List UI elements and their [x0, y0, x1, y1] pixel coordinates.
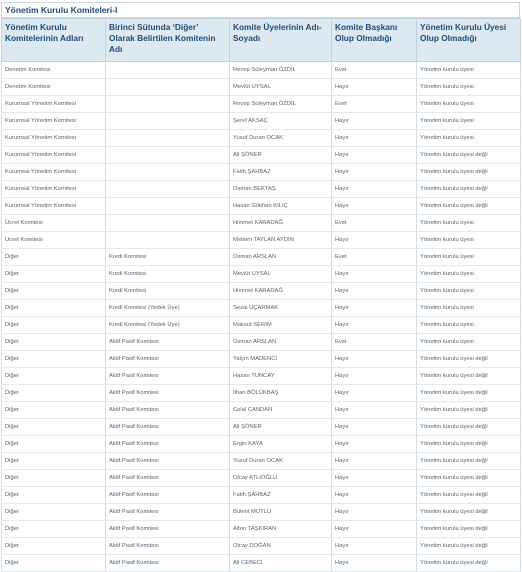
cell-other-committee-name: Aktif Pasif Komitesi — [106, 419, 230, 436]
cell-other-committee-name: Aktif Pasif Komitesi — [106, 470, 230, 487]
cell-committee-name: Kurumsal Yönetim Komitesi — [2, 130, 106, 147]
cell-other-committee-name: Kredi Komitesi — [106, 283, 230, 300]
cell-other-committee-name — [106, 79, 230, 96]
cell-member-name: Meltem TAYLAN AYDIN — [230, 232, 332, 249]
cell-member-name: İlhan BÖLÜKBAŞ — [230, 385, 332, 402]
cell-is-chair: Hayır — [332, 385, 417, 402]
cell-is-board-member: Yönetim kurulu üyesi değil — [417, 504, 521, 521]
cell-is-board-member: Yönetim kurulu üyesi — [417, 317, 521, 334]
cell-member-name: Yusuf Duran OCAK — [230, 453, 332, 470]
cell-other-committee-name — [106, 113, 230, 130]
header-member-name: Komite Üyelerinin Adı-Soyadı — [230, 19, 332, 62]
cell-committee-name: Diğer — [2, 283, 106, 300]
cell-member-name: Celal CANDAN — [230, 402, 332, 419]
table-body — [2, 62, 521, 572]
cell-is-chair: Hayır — [332, 402, 417, 419]
cell-is-chair: Evet — [332, 96, 417, 113]
cell-member-name: Himmet KARADAĞ — [230, 283, 332, 300]
cell-is-board-member: Yönetim kurulu üyesi değil — [417, 538, 521, 555]
cell-committee-name: Denetim Komitesi — [2, 79, 106, 96]
cell-committee-name: Diğer — [2, 555, 106, 572]
cell-other-committee-name — [106, 96, 230, 113]
table-row — [2, 181, 521, 198]
cell-member-name: Osman ARSLAN — [230, 249, 332, 266]
cell-is-chair: Hayır — [332, 504, 417, 521]
table-row — [2, 402, 521, 419]
cell-is-chair: Hayır — [332, 181, 417, 198]
table-row — [2, 300, 521, 317]
cell-member-name: Recep Süleyman ÖZDİL — [230, 62, 332, 79]
cell-committee-name: Diğer — [2, 402, 106, 419]
cell-member-name: Olcay DOĞAN — [230, 538, 332, 555]
table-row — [2, 79, 521, 96]
cell-other-committee-name: Aktif Pasif Komitesi — [106, 538, 230, 555]
table-row — [2, 385, 521, 402]
table-row — [2, 538, 521, 555]
table-row — [2, 368, 521, 385]
cell-is-board-member: Yönetim kurulu üyesi — [417, 79, 521, 96]
cell-is-chair: Hayır — [332, 521, 417, 538]
cell-is-chair: Hayır — [332, 300, 417, 317]
cell-member-name: Mevlüt UYSAL — [230, 266, 332, 283]
cell-is-chair: Hayır — [332, 147, 417, 164]
cell-committee-name: Diğer — [2, 521, 106, 538]
cell-is-chair: Hayır — [332, 453, 417, 470]
cell-is-chair: Hayır — [332, 317, 417, 334]
cell-committee-name: Diğer — [2, 487, 106, 504]
table-row — [2, 215, 521, 232]
cell-member-name: Hasan Gökhan KILIÇ — [230, 198, 332, 215]
cell-other-committee-name: Aktif Pasif Komitesi — [106, 453, 230, 470]
cell-committee-name: Diğer — [2, 419, 106, 436]
cell-is-chair: Hayır — [332, 487, 417, 504]
cell-committee-name: Diğer — [2, 351, 106, 368]
cell-member-name: Sezai UÇARMAK — [230, 300, 332, 317]
cell-is-board-member: Yönetim kurulu üyesi değil — [417, 521, 521, 538]
table-title-bar — [1, 2, 520, 18]
cell-other-committee-name: Kredi Komitesi — [106, 249, 230, 266]
table-row — [2, 164, 521, 181]
cell-is-chair: Hayır — [332, 538, 417, 555]
table-row — [2, 351, 521, 368]
table-row — [2, 266, 521, 283]
cell-other-committee-name: Kredi Komitesi (Yedek Üye) — [106, 317, 230, 334]
cell-other-committee-name: Aktif Pasif Komitesi — [106, 555, 230, 572]
cell-other-committee-name — [106, 147, 230, 164]
cell-other-committee-name — [106, 198, 230, 215]
committee-table — [1, 18, 521, 572]
cell-is-chair: Hayır — [332, 232, 417, 249]
cell-is-board-member: Yönetim kurulu üyesi değil — [417, 181, 521, 198]
cell-committee-name: Diğer — [2, 266, 106, 283]
cell-member-name: Fatih ŞAHBAZ — [230, 487, 332, 504]
cell-is-board-member: Yönetim kurulu üyesi değil — [417, 164, 521, 181]
cell-is-board-member: Yönetim kurulu üyesi değil — [417, 147, 521, 164]
table-row — [2, 487, 521, 504]
cell-is-chair: Hayır — [332, 555, 417, 572]
cell-member-name: Yalçın MADENCİ — [230, 351, 332, 368]
cell-member-name: Fatih ŞAHBAZ — [230, 164, 332, 181]
cell-is-board-member: Yönetim kurulu üyesi — [417, 62, 521, 79]
cell-other-committee-name: Aktif Pasif Komitesi — [106, 368, 230, 385]
table-row — [2, 232, 521, 249]
cell-committee-name: Diğer — [2, 334, 106, 351]
cell-other-committee-name: Kredi Komitesi (Yedek Üye) — [106, 300, 230, 317]
cell-committee-name: Diğer — [2, 300, 106, 317]
cell-is-chair: Hayır — [332, 419, 417, 436]
header-is-chair: Komite Başkanı Olup Olmadığı — [332, 19, 417, 62]
table-row — [2, 436, 521, 453]
cell-committee-name: Kurumsal Yönetim Komitesi — [2, 181, 106, 198]
table-row — [2, 555, 521, 572]
cell-is-board-member: Yönetim kurulu üyesi — [417, 334, 521, 351]
cell-is-board-member: Yönetim kurulu üyesi değil — [417, 351, 521, 368]
cell-is-board-member: Yönetim kurulu üyesi değil — [417, 555, 521, 572]
table-row — [2, 147, 521, 164]
cell-is-board-member: Yönetim kurulu üyesi değil — [417, 487, 521, 504]
header-is-board-member: Yönetim Kurulu Üyesi Olup Olmadığı — [417, 19, 521, 62]
cell-member-name: Ali ŞÖNER — [230, 147, 332, 164]
cell-member-name: Osman ARSLAN — [230, 334, 332, 351]
cell-committee-name: Kurumsal Yönetim Komitesi — [2, 198, 106, 215]
table-row — [2, 504, 521, 521]
cell-member-name: Bülent MUTLU — [230, 504, 332, 521]
cell-is-chair: Hayır — [332, 283, 417, 300]
cell-member-name: Ali ŞÖNER — [230, 419, 332, 436]
cell-is-chair: Hayır — [332, 470, 417, 487]
cell-is-board-member: Yönetim kurulu üyesi — [417, 232, 521, 249]
cell-member-name: Ergin KAYA — [230, 436, 332, 453]
cell-member-name: Maksut SERİM — [230, 317, 332, 334]
cell-committee-name: Diğer — [2, 317, 106, 334]
cell-other-committee-name: Aktif Pasif Komitesi — [106, 402, 230, 419]
table-row — [2, 198, 521, 215]
cell-committee-name: Ücret Komitesi — [2, 215, 106, 232]
cell-other-committee-name — [106, 181, 230, 198]
cell-member-name: Recep Süleyman ÖZDİL — [230, 96, 332, 113]
cell-is-chair: Evet — [332, 215, 417, 232]
committee-table-container — [1, 2, 520, 572]
cell-other-committee-name — [106, 62, 230, 79]
cell-is-board-member: Yönetim kurulu üyesi — [417, 130, 521, 147]
table-row — [2, 283, 521, 300]
cell-other-committee-name: Aktif Pasif Komitesi — [106, 487, 230, 504]
cell-committee-name: Diğer — [2, 368, 106, 385]
cell-other-committee-name — [106, 130, 230, 147]
table-row — [2, 419, 521, 436]
cell-other-committee-name — [106, 215, 230, 232]
cell-committee-name: Diğer — [2, 436, 106, 453]
cell-is-board-member: Yönetim kurulu üyesi — [417, 215, 521, 232]
cell-member-name: Osman BEKTAŞ — [230, 181, 332, 198]
cell-other-committee-name: Kredi Komitesi — [106, 266, 230, 283]
cell-is-chair: Hayır — [332, 351, 417, 368]
cell-other-committee-name: Aktif Pasif Komitesi — [106, 436, 230, 453]
cell-is-chair: Hayır — [332, 198, 417, 215]
cell-is-board-member: Yönetim kurulu üyesi — [417, 283, 521, 300]
cell-is-chair: Hayır — [332, 368, 417, 385]
cell-is-board-member: Yönetim kurulu üyesi değil — [417, 470, 521, 487]
header-committee-name: Yönetim Kurulu Komitelerinin Adları — [2, 19, 106, 62]
table-row — [2, 453, 521, 470]
cell-committee-name: Diğer — [2, 504, 106, 521]
cell-is-board-member: Yönetim kurulu üyesi değil — [417, 198, 521, 215]
cell-is-chair: Hayır — [332, 79, 417, 96]
cell-member-name: Şeref AKSAÇ — [230, 113, 332, 130]
cell-member-name: Yusuf Duran OCAK — [230, 130, 332, 147]
cell-is-chair: Hayır — [332, 164, 417, 181]
cell-is-chair: Hayır — [332, 266, 417, 283]
cell-other-committee-name: Aktif Pasif Komitesi — [106, 351, 230, 368]
table-row — [2, 334, 521, 351]
cell-is-board-member: Yönetim kurulu üyesi — [417, 113, 521, 130]
cell-other-committee-name — [106, 164, 230, 181]
cell-is-board-member: Yönetim kurulu üyesi değil — [417, 453, 521, 470]
table-row — [2, 521, 521, 538]
cell-committee-name: Kurumsal Yönetim Komitesi — [2, 147, 106, 164]
cell-is-board-member: Yönetim kurulu üyesi — [417, 96, 521, 113]
cell-committee-name: Ücret Komitesi — [2, 232, 106, 249]
cell-other-committee-name: Aktif Pasif Komitesi — [106, 385, 230, 402]
cell-committee-name: Diğer — [2, 453, 106, 470]
cell-committee-name: Kurumsal Yönetim Komitesi — [2, 96, 106, 113]
table-row — [2, 470, 521, 487]
cell-is-board-member: Yönetim kurulu üyesi değil — [417, 419, 521, 436]
header-other-committee-name: Birinci Sütunda ‘Diğer’ Olarak Belirtilen Komitenin Adı — [106, 19, 230, 62]
cell-member-name: Mevlüt UYSAL — [230, 79, 332, 96]
cell-member-name: Ali CEBECİ — [230, 555, 332, 572]
cell-is-board-member: Yönetim kurulu üyesi değil — [417, 368, 521, 385]
table-row — [2, 62, 521, 79]
cell-other-committee-name — [106, 232, 230, 249]
cell-is-board-member: Yönetim kurulu üyesi değil — [417, 385, 521, 402]
table-row — [2, 113, 521, 130]
cell-committee-name: Diğer — [2, 470, 106, 487]
cell-is-board-member: Yönetim kurulu üyesi — [417, 266, 521, 283]
cell-is-chair: Hayır — [332, 436, 417, 453]
cell-is-chair: Evet — [332, 249, 417, 266]
table-title: Yönetim Kurulu Komiteleri-I — [5, 5, 118, 15]
cell-is-chair: Evet — [332, 62, 417, 79]
cell-is-chair: Evet — [332, 334, 417, 351]
cell-committee-name: Diğer — [2, 249, 106, 266]
cell-other-committee-name: Aktif Pasif Komitesi — [106, 504, 230, 521]
cell-member-name: Himmet KARADAĞ — [230, 215, 332, 232]
table-header-row — [2, 19, 521, 62]
cell-is-chair: Hayır — [332, 113, 417, 130]
cell-is-board-member: Yönetim kurulu üyesi — [417, 300, 521, 317]
cell-other-committee-name: Aktif Pasif Komitesi — [106, 334, 230, 351]
cell-committee-name: Diğer — [2, 385, 106, 402]
cell-member-name: Hasan TUNCAY — [230, 368, 332, 385]
table-row — [2, 249, 521, 266]
cell-other-committee-name: Aktif Pasif Komitesi — [106, 521, 230, 538]
cell-is-board-member: Yönetim kurulu üyesi — [417, 249, 521, 266]
cell-is-board-member: Yönetim kurulu üyesi değil — [417, 402, 521, 419]
cell-committee-name: Kurumsal Yönetim Komitesi — [2, 164, 106, 181]
table-row — [2, 130, 521, 147]
table-row — [2, 317, 521, 334]
cell-committee-name: Kurumsal Yönetim Komitesi — [2, 113, 106, 130]
cell-is-chair: Hayır — [332, 130, 417, 147]
cell-member-name: Olcay ATLIOĞLU — [230, 470, 332, 487]
cell-committee-name: Denetim Komitesi — [2, 62, 106, 79]
cell-committee-name: Diğer — [2, 538, 106, 555]
cell-member-name: Alton TAŞKIRAN — [230, 521, 332, 538]
cell-is-board-member: Yönetim kurulu üyesi değil — [417, 436, 521, 453]
table-row — [2, 96, 521, 113]
